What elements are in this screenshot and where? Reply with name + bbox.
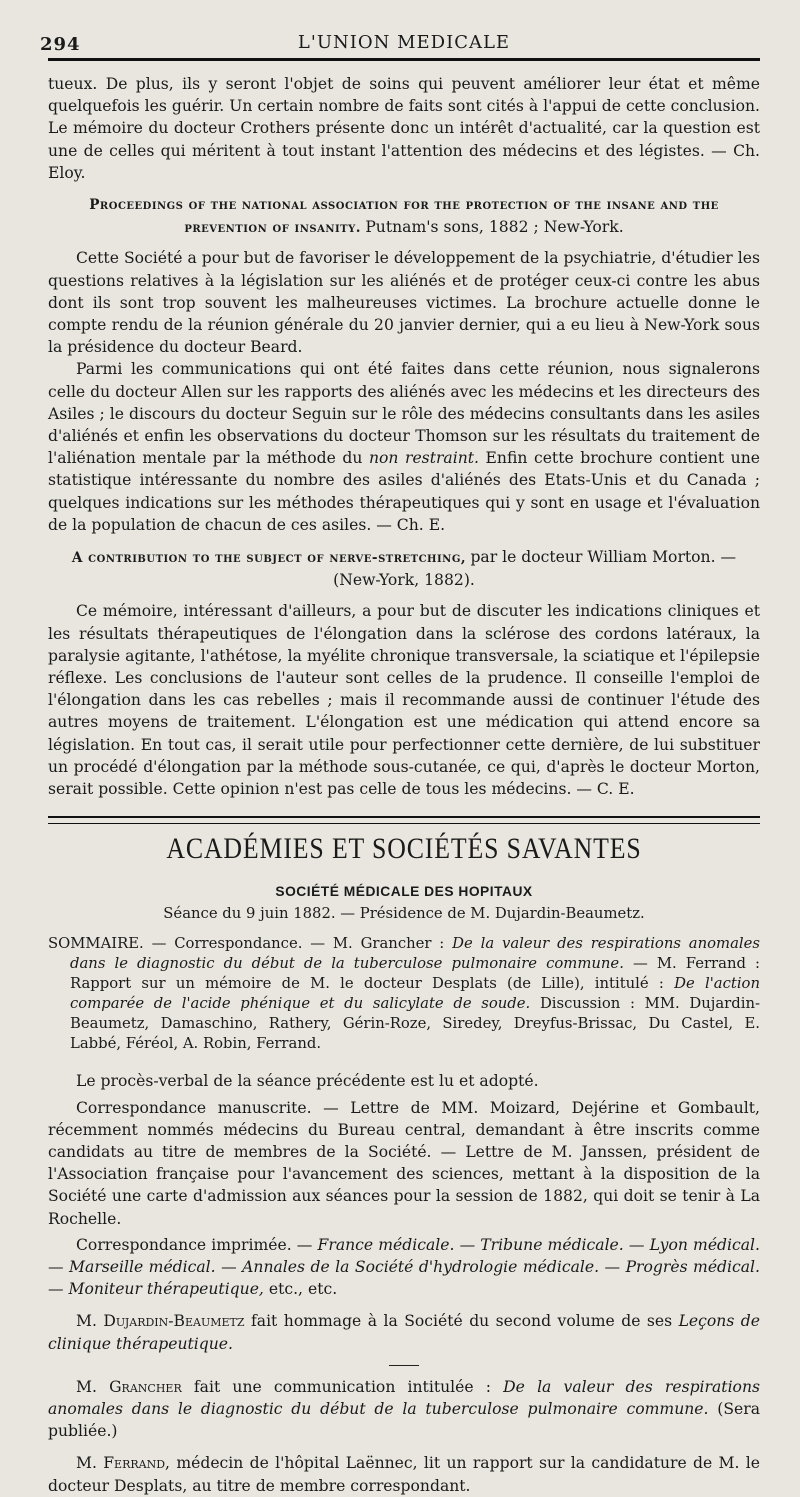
non-restraint-term: non restraint. xyxy=(368,449,479,468)
review-proceedings-paragraph-2: Parmi les communications qui ont été faites dans cette réunion, nous signalerons celle du docteur Allen sur les rapports des aliénés avec les médecins et les directeurs des Asiles ; le discours du docteur Seguin sur le rôle des médecins consultants dans les asiles d'aliénés et enfin les observations du docteur Thomson sur les résultats du traitement de l'aliénation mentale par la méthode du non restraint. Enfin cette brochure contient une statistique intéressante du nombre des asiles d'aliénés des Etats-Unis et du Canada ; quelques indications sur les méthodes thérapeutiques qui y sont en usage et l'évaluation de la population de chacun de ces asiles. — Ch. E. xyxy=(48,360,760,534)
dujardin-hommage: M. Dujardin-Beaumetz fait hommage à la Société du second volume de ses Leçons de clinique thérapeutique. xyxy=(48,1312,760,1353)
session-line: Séance du 9 juin 1882. — Présidence de M. Dujardin-Beaumetz. xyxy=(163,905,645,923)
review-title-publisher: Putnam's sons, 1882 ; New-York. xyxy=(365,218,624,237)
ferrand-report: M. Ferrand, médecin de l'hôpital Laënnec, lit un rapport sur la candidature de M. le docteur Desplats, au titre de membre correspondant. xyxy=(48,1454,761,1495)
section-title: ACADÉMIES ET SOCIÉTÉS SAVANTES xyxy=(166,832,642,866)
minutes-adopted: Le procès-verbal de la séance précédente est lu et adopté. xyxy=(76,1072,539,1091)
society-heading: SOCIÉTÉ MÉDICALE DES HOPITAUX xyxy=(275,884,533,900)
sommaire-label: SOMMAIRE. xyxy=(48,935,144,953)
review-title-author: par le docteur William Morton. — (New-York, 1882). xyxy=(333,548,737,590)
review-title-caps: Proceedings of the national association for the protection of the insane and the prevention of insanity. xyxy=(89,197,719,237)
minutes-body xyxy=(48,1070,760,1496)
review-proceedings-paragraph-1: Cette Société a pour but de favoriser le développement de la psychiatrie, d'étudier les questions relatives à la législation sur les aliénés et de protéger ceux-ci contre les abus dont ils sont trop souvent les malheureuses victimes. La brochure actuelle donne le compte rendu de la réunion générale du 20 janvier dernier, qui a eu lieu à New-York sous la présidence du docteur Beard. xyxy=(48,249,760,357)
speaker-name: M. Grancher xyxy=(76,1377,182,1396)
sommaire-block: SOMMAIRE. — Correspondance. — M. Grancher : De la valeur des respirations anomales dans le diagnostic du début de la tuberculose pulmonaire commune. — M. Ferrand : Rapport sur un mémoire de M. le docteur Desplats (de Lille), intitulé : De l'action comparée de l'acide phénique et du salicylate de soude. Discussion : MM. Dujardin-Beaumetz, Damaschino, Rathery, Gérin-Roze, Siredey, Dreyfus-Brissac, Du Castel, E. Labbé, Féréol, A. Robin, Ferrand. xyxy=(48,935,760,1053)
review-title-nerve-stretching xyxy=(48,546,760,592)
separator-rule xyxy=(389,1365,419,1366)
review-title-proceedings xyxy=(48,194,760,239)
correspondence-printed: Correspondance imprimée. — France médicale. — Tribune médicale. — Lyon médical. — Marseille médical. — Annales de la Société d'hydrologie médicale. — Progrès médical. — Moniteur thérapeutique, etc., etc. xyxy=(48,1235,760,1299)
review-nerve-stretching-paragraph: Ce mémoire, intéressant d'ailleurs, a pour but de discuter les indications cliniques et les résultats thérapeutiques de l'élongation dans la sclérose des cordons latéraux, la paralysie agitante, l'athétose, la myélite chronique transversale, la sciatique et l'épilepsie réflexe. Les conclusions de l'auteur sont celles de la prudence. Il conseille l'emploi de l'élongation dans les cas rebelles ; mais il recommande aussi de continuer l'étude des autres moyens de traitement. L'élongation est une médication qui attend encore sa législation. En tout cas, il serait utile pour perfectionner cette dernière, de lui substituer un procédé d'élongation par la méthode sous-cutanée, ce qui, d'après le docteur Morton, serait possible. Cette opinion n'est pas celle de tous les médecins. — C. E. xyxy=(48,602,760,799)
page-number: 294 xyxy=(40,34,81,55)
speaker-name: M. Dujardin-Beaumetz xyxy=(76,1312,245,1331)
correspondence-manuscript: Correspondance manuscrite. — Lettre de MM. Moizard, Dejérine et Gombault, récemment nommés médecins du Bureau central, demandant à être inscrits comme candidats au titre de membres de la Société. — Lettre de M. Janssen, président de l'Association française pour l'avancement des sciences, mettant à la disposition de la Société une carte d'admission aux séances pour la session de 1882, qui doit se tenir à La Rochelle. xyxy=(48,1098,760,1228)
speaker-name: M. Ferrand, xyxy=(76,1454,170,1473)
article-body xyxy=(48,73,760,800)
section-divider xyxy=(48,816,760,824)
running-title: L'UNION MEDICALE xyxy=(297,32,511,53)
grancher-communication: M. Grancher fait une communication intitulée : De la valeur des respirations anomales dans le diagnostic du début de la tuberculose pulmonaire commune. (Sera publiée.) xyxy=(48,1377,760,1441)
review-crothers-paragraph: tueux. De plus, ils y seront l'objet de soins qui peuvent améliorer leur état et même quelquefois les guérir. Un certain nombre de faits sont cités à l'appui de cette conclusion. Le mémoire du docteur Crothers présente donc un intérêt d'actualité, car la question est une de celles qui méritent à tout instant l'attention des médecins et des légistes. — Ch. Eloy. xyxy=(48,75,760,182)
page-header xyxy=(40,28,760,61)
review-title-caps: A contribution to the subject of nerve-stretching, xyxy=(71,550,467,567)
